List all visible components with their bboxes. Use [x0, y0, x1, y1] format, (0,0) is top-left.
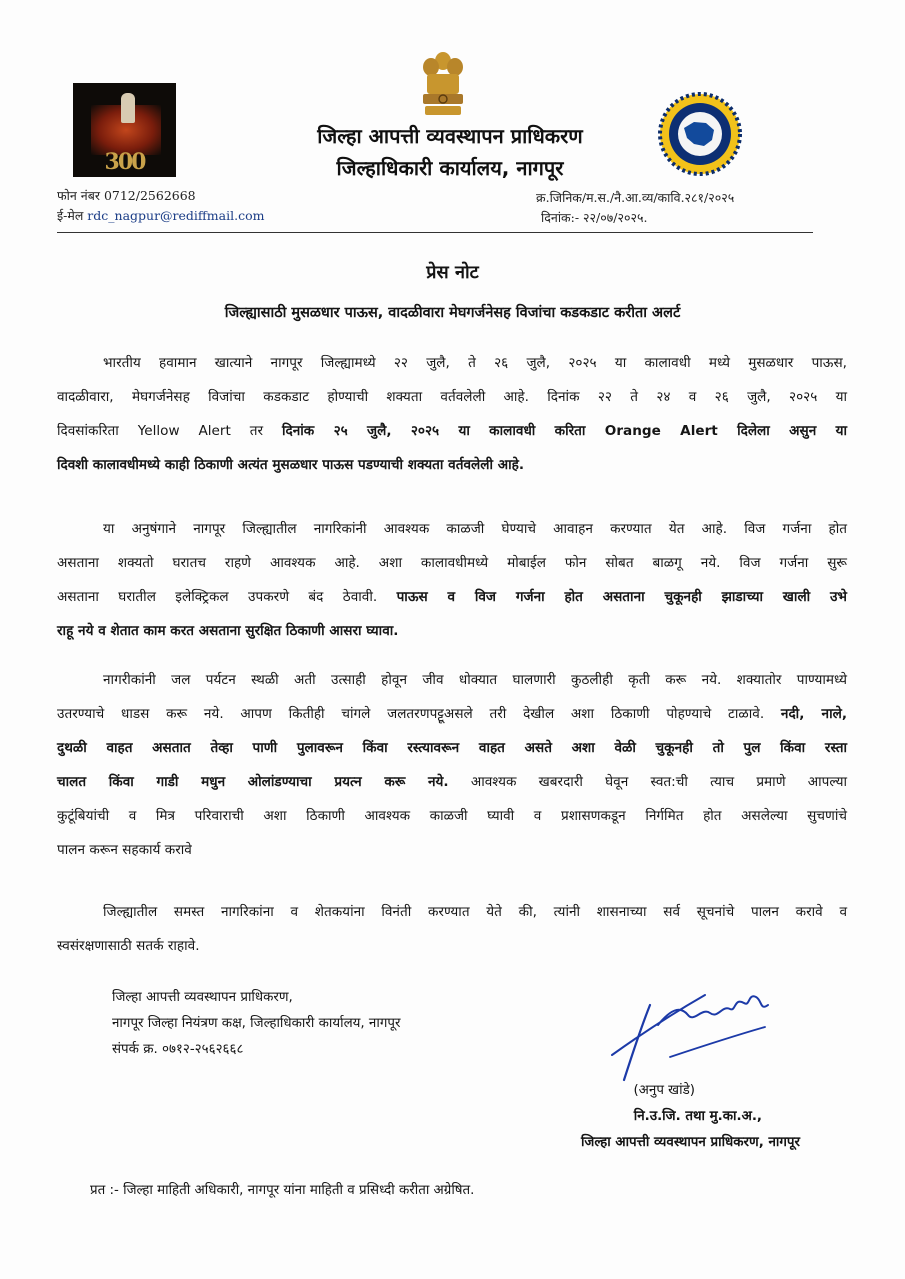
anniversary-logo: [73, 83, 176, 177]
paragraph-line: भारतीय हवामान खात्याने नागपूर जिल्ह्यामध्ये २२ जुलै, ते २६ जुलै, २०२५ या कालावधी मध्ये मुसळधार पाऊस,: [103, 355, 847, 371]
copy-to-line: प्रत :- जिल्हा माहिती अधिकारी, नागपूर यांना माहिती व प्रसिध्दी करीता अग्रेषित.: [90, 1183, 475, 1198]
issuer-contact: संपर्क क्र. ०७१२-२५६२६६८: [112, 1042, 244, 1057]
signatory-office: जिल्हा आपत्ती व्यवस्थापन प्राधिकरण, नागपूर: [580, 1135, 800, 1150]
paragraph-line: जिल्ह्यातील समस्त नागरिकांना व शेतकयांना विनंती करण्यात येते की, त्यांनी शासनाच्या सर्व सूचनांचे पालन करावे व: [103, 904, 847, 920]
paragraph-line: [57, 731, 847, 765]
press-note-title: प्रेस नोट: [426, 262, 479, 283]
paragraph-line: [57, 765, 847, 799]
logo-number: 300: [104, 149, 145, 175]
handwritten-signature: [610, 985, 785, 1085]
office-title-line1: जिल्हा आपत्ती व्यवस्थापन प्राधिकरण: [317, 124, 583, 148]
paragraph-line: [57, 414, 847, 448]
paragraph-line: [57, 448, 847, 482]
issuer-line: जिल्हा आपत्ती व्यवस्थापन प्राधिकरण,: [112, 990, 293, 1005]
line-text: दिवसांकरिता Yellow Alert तर: [57, 423, 282, 439]
contact-info: [57, 186, 264, 226]
paragraph-line: नागरीकांनी जल पर्यटन स्थळी अती उत्साही होवून जीव धोक्यात घालणारी कुठलीही कृती करू नये. शक्यातोर पाण्यामध्ये: [103, 672, 847, 688]
paragraph-3: [57, 663, 847, 867]
paragraph-line: पालन करून सहकार्य करावे: [57, 842, 192, 858]
paragraph-4: [57, 895, 847, 963]
office-title-line2: जिल्हाधिकारी कार्यालय, नागपूर: [336, 156, 564, 180]
office-title: [270, 120, 630, 184]
paragraph-line: या अनुषंगाने नागपूर जिल्ह्यातील नागरिकांनी आवश्यक काळजी घेण्याचे आवाहन करण्यात येत आहे. विज गर्जना होत: [103, 521, 847, 537]
reference-info: [536, 188, 734, 228]
paragraph-line: वादळीवारा, मेघगर्जनेसह विजांचा कडकडाट होण्याची शक्यता वर्तवलेली आहे. दिनांक २२ ते २४ व २६ जुलै, २०२५ या: [57, 389, 847, 405]
line-bold-text: चालत किंवा गाडी मधुन ओलांडण्याचा प्रयत्न करू नये.: [57, 774, 449, 790]
press-note-subject: जिल्ह्यासाठी मुसळधार पाऊस, वादळीवारा मेघगर्जनेसह विजांचा कडकडाट करीता अलर्ट: [224, 305, 681, 321]
paragraph-line: [57, 580, 847, 614]
paragraph-line: [57, 614, 847, 648]
paragraph-line: कुटूंबियांची व मित्र परिवाराची अशा ठिकाणी आवश्यक काळजी घ्यावी व प्रशासणकडून निर्गमित होत असलेल्या सुचणांचे: [57, 808, 847, 824]
issuer-block: [112, 985, 400, 1063]
line-bold-text: राहू नये व शेतात काम करत असताना सुरक्षित ठिकाणी आसरा घ्यावा.: [57, 623, 399, 639]
email-address[interactable]: rdc_nagpur@rediffmail.com: [87, 208, 265, 223]
phone-number: फोन नंबर 0712/2562668: [57, 188, 196, 203]
paragraph-line: [57, 697, 847, 731]
disaster-authority-logo-icon: [654, 92, 746, 176]
line-text: असताना घरातील इलेक्ट्रिकल उपकरणे बंद ठेवावी.: [57, 589, 397, 605]
signatory-designation: नि.उ.जि. तथा मु.का.अ.,: [633, 1109, 762, 1124]
issue-date: दिनांक:- २२/०७/२०२५.: [541, 210, 648, 225]
paragraph-line: असताना शक्यतो घरातच राहणे आवश्यक आहे. अशा कालावधीमध्ये मोबाईल फोन सोबत बाळगू नये. विज गर्जना सुरू: [57, 555, 847, 571]
signatory-name: (अनुप खांडे): [633, 1083, 695, 1098]
line-text: आवश्यक खबरदारी घेवून स्वत:ची त्याच प्रमाणे आपल्या: [448, 774, 848, 790]
national-emblem-icon: [417, 50, 469, 120]
signatory-block: [581, 1078, 800, 1156]
line-bold-text: दिनांक २५ जुलै, २०२५ या कालावधी करिता Orange Alert दिलेला असुन या: [282, 423, 847, 439]
line-text: उतरण्याचे धाडस करू नये. आपण कितीही चांगले जलतरणपट्टूअसले तरी देखील अशा ठिकाणी पोहण्याचे टाळावे.: [57, 706, 781, 722]
line-bold-text: पाऊस व विज गर्जना होत असताना चुकूनही झाडाच्या खाली उभे: [396, 589, 847, 605]
line-bold-text: दुथळी वाहत असतात तेव्हा पाणी पुलावरून किंवा रस्त्यावरून वाहत असते अशा वेळी चुकूनही तो पुल किंवा रस्ता: [57, 740, 847, 756]
header-divider: [57, 232, 813, 233]
issuer-line: नागपूर जिल्हा नियंत्रण कक्ष, जिल्हाधिकारी कार्यालय, नागपूर: [112, 1016, 401, 1031]
line-bold-text: नदी, नाले,: [780, 706, 847, 722]
paragraph-1: [57, 346, 847, 482]
reference-number: क्र.जिनिक/म.स./नै.आ.व्य/कावि.२८१/२०२५: [536, 190, 735, 205]
paragraph-line: स्वसंरक्षणासाठी सतर्क राहावे.: [57, 938, 200, 954]
paragraph-2: [57, 512, 847, 648]
email-label: ई-मेल: [57, 208, 84, 223]
line-bold-text: दिवशी कालावधीमध्ये काही ठिकाणी अत्यंत मुसळधार पाऊस पडण्याची शक्यता वर्तवलेली आहे.: [57, 457, 525, 473]
